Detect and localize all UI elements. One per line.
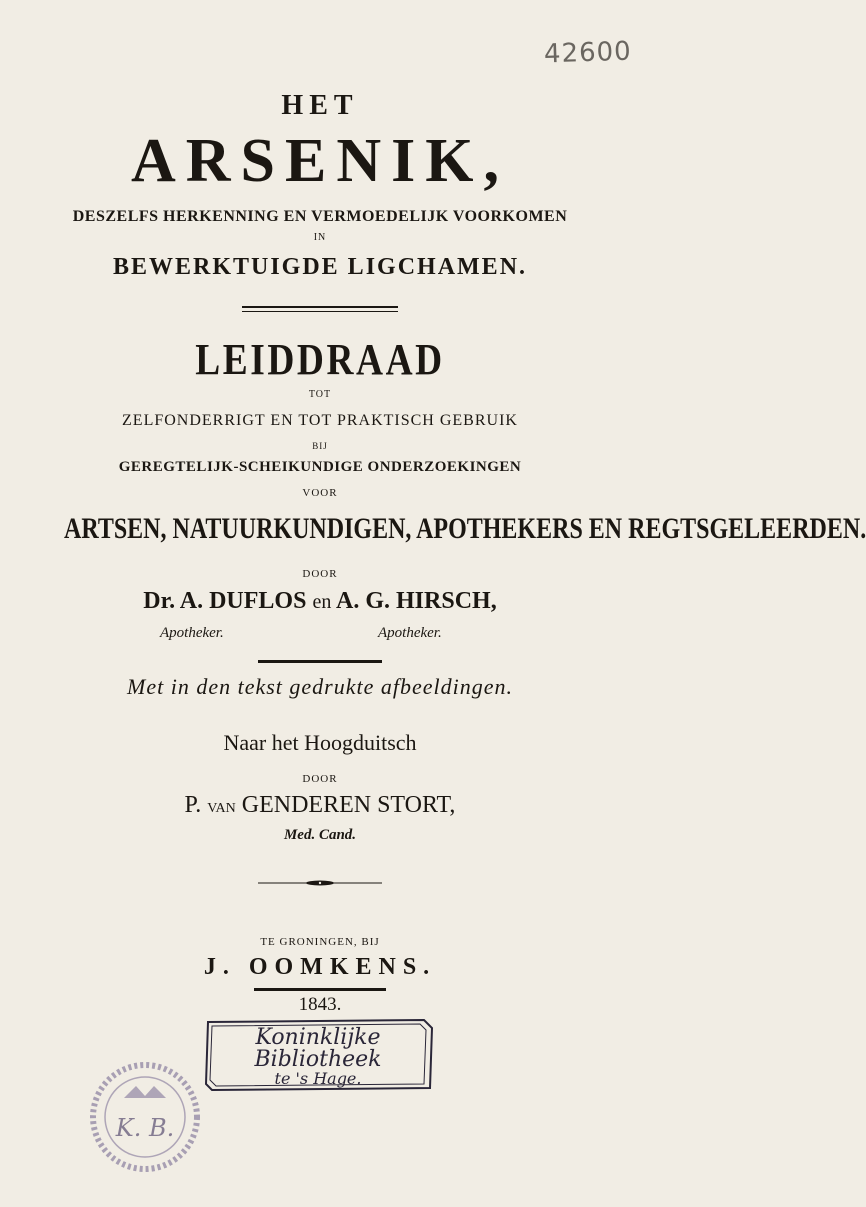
call-number: 42600 bbox=[543, 36, 633, 70]
translator bbox=[0, 792, 640, 819]
ornamental-rule bbox=[258, 880, 382, 886]
text-audience: ARTSEN, NATUURKUNDIGEN, APOTHEKERS EN REGTSGELEERDEN. bbox=[64, 512, 866, 545]
author-2: A. G. HIRSCH, bbox=[336, 588, 497, 614]
translator-name: GENDEREN STORT, bbox=[241, 792, 456, 818]
double-rule bbox=[242, 306, 398, 312]
stamp-line-2: Bibliotheek bbox=[254, 1047, 382, 1072]
text-tot: TOT bbox=[308, 389, 332, 400]
heading-leiddraad: LEIDDRAAD bbox=[195, 335, 445, 384]
imprint-place: TE GRONINGEN, BIJ bbox=[260, 936, 380, 948]
subtitle-deszelfs: DESZELFS HERKENNING EN VERMOEDELIJK VOORKOMEN bbox=[72, 208, 568, 225]
title-arsenik: ARSENIK, bbox=[130, 127, 509, 195]
translator-van: VAN bbox=[207, 801, 236, 816]
text-with-images: Met in den tekst gedrukte afbeeldingen. bbox=[127, 674, 513, 699]
stamp-line-1: Koninklijke bbox=[255, 1025, 381, 1050]
text-zelfonderrigt: ZELFONDERRIGT EN TOT PRAKTISCH GEBRUIK bbox=[122, 412, 518, 429]
translator-initial: P. bbox=[184, 792, 202, 818]
library-seal bbox=[84, 1056, 206, 1178]
seal-initials: K. B. bbox=[115, 1114, 175, 1142]
authors bbox=[0, 588, 640, 615]
text-door-authors: DOOR bbox=[302, 568, 338, 580]
translator-title: Med. Cand. bbox=[283, 827, 357, 843]
author-1-role: Apotheker. bbox=[160, 625, 224, 641]
imprint-publisher: J. OOMKENS. bbox=[203, 954, 437, 980]
crown-icon bbox=[124, 1086, 166, 1098]
author-2-role: Apotheker. bbox=[378, 625, 442, 641]
text-door-translator: DOOR bbox=[302, 773, 338, 785]
text-naar-hoogduitsch: Naar het Hoogduitsch bbox=[223, 730, 417, 755]
library-stamp bbox=[198, 1014, 438, 1098]
text-geregtelijk: GEREGTELIJK-SCHEIKUNDIGE ONDERZOEKINGEN bbox=[118, 459, 522, 475]
title-het: HET bbox=[281, 90, 359, 121]
subtitle-bewerktuigde: BEWERKTUIGDE LIGCHAMEN. bbox=[112, 254, 528, 280]
stamp-line-3: te 's Hage. bbox=[274, 1069, 362, 1088]
imprint-year: 1843. bbox=[298, 994, 342, 1015]
publisher-rule bbox=[254, 988, 386, 991]
text-bij: BIJ bbox=[312, 441, 328, 451]
author-1: Dr. A. DUFLOS bbox=[143, 588, 307, 614]
thick-rule bbox=[258, 660, 382, 663]
text-voor: VOOR bbox=[302, 487, 338, 499]
subtitle-in: IN bbox=[313, 232, 327, 243]
author-conjunction: en bbox=[312, 591, 332, 613]
